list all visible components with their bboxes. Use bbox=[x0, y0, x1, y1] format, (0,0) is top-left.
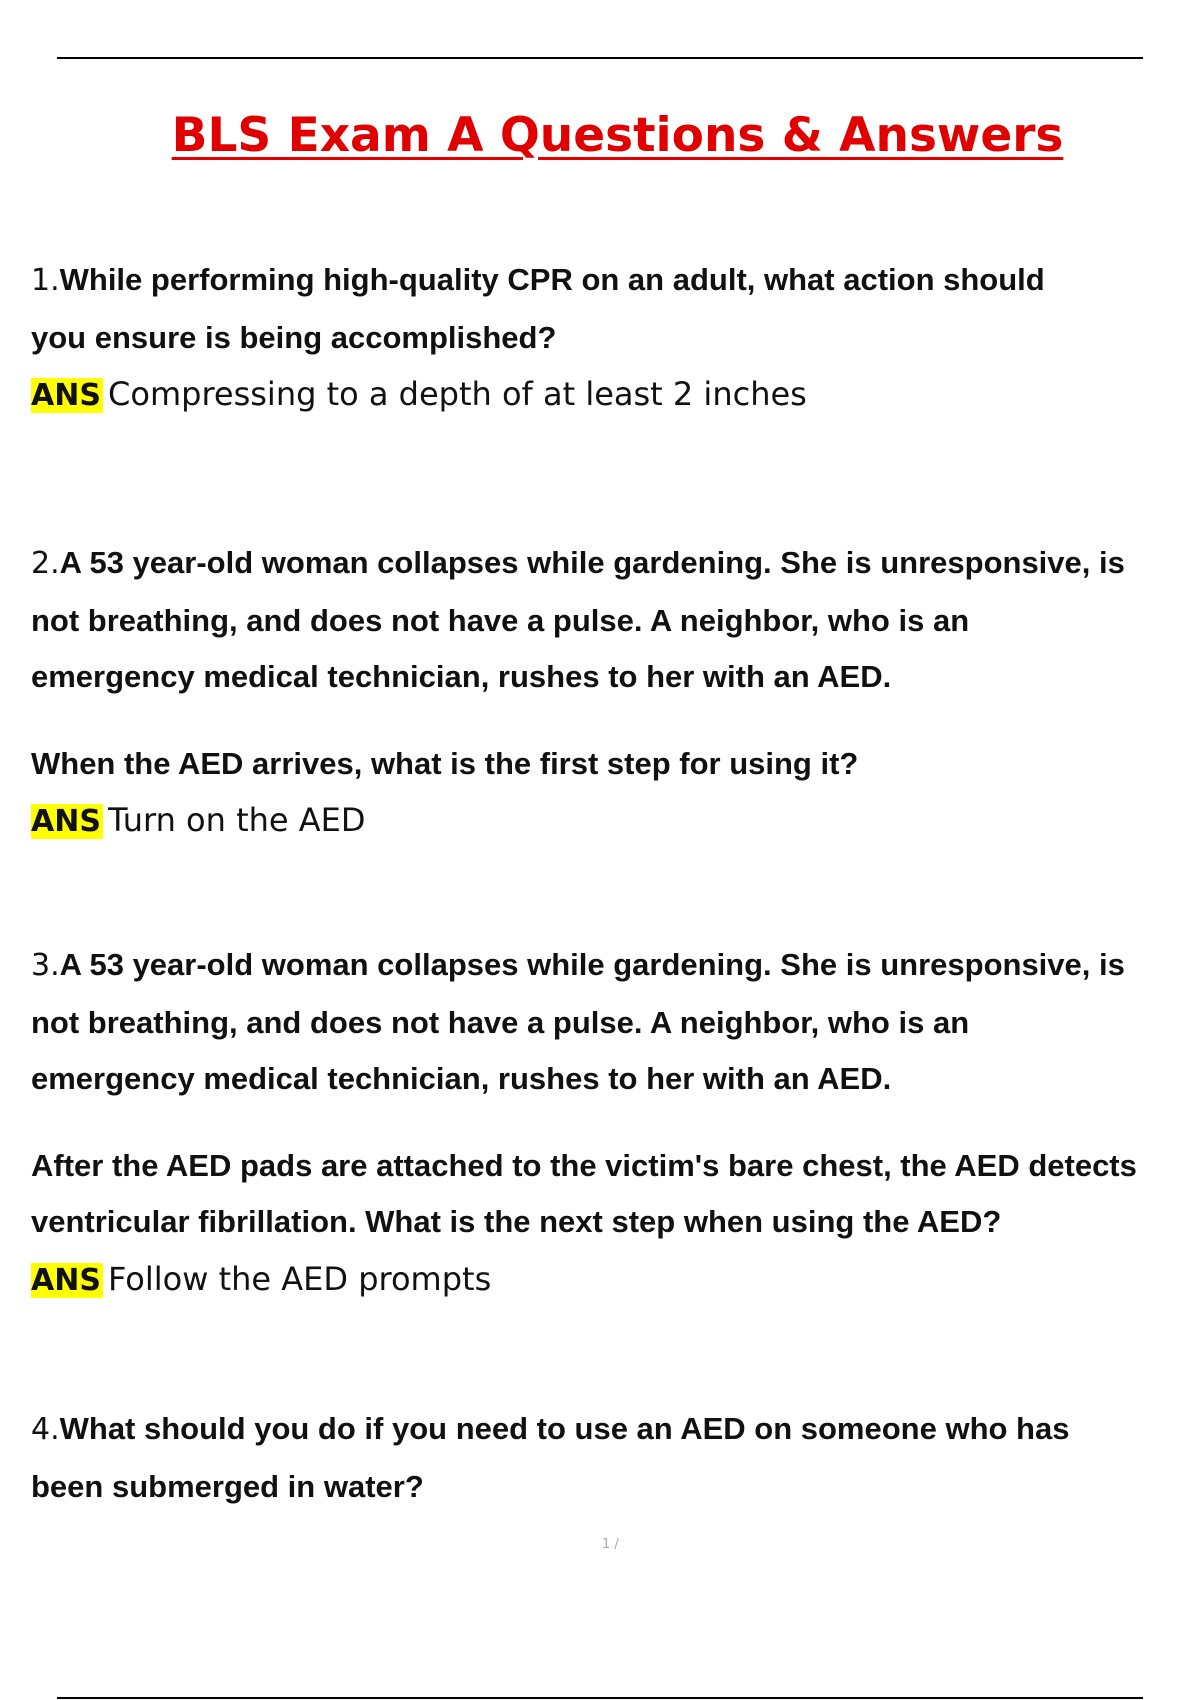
answer-tag: ANS bbox=[31, 1262, 101, 1298]
question-line bbox=[31, 1401, 1191, 1459]
question-line: emergency medical technician, rushes to her with an AED. bbox=[31, 1061, 892, 1096]
question-line: emergency medical technician, rushes to her with an AED. bbox=[31, 659, 892, 694]
question-block-2 bbox=[31, 535, 1191, 854]
question-number: 2. bbox=[31, 546, 60, 581]
page-number: 1 / bbox=[602, 1537, 619, 1552]
question-text: A 53 year-old woman collapses while gardening. She is unresponsive, is bbox=[59, 545, 1125, 580]
answer-text: Turn on the AED bbox=[108, 801, 366, 839]
question-number: 4. bbox=[31, 1412, 60, 1447]
question-number: 3. bbox=[31, 948, 60, 983]
question-block-4 bbox=[31, 1401, 1191, 1515]
followup-line: When the AED arrives, what is the first step for using it? bbox=[31, 745, 859, 781]
question-text: A 53 year-old woman collapses while gardening. She is unresponsive, is bbox=[59, 947, 1125, 982]
question-number: 1. bbox=[31, 263, 60, 298]
question-text: While performing high-quality CPR on an adult, what action should bbox=[59, 262, 1045, 297]
bottom-rule bbox=[57, 1697, 1143, 1699]
question-block-1 bbox=[31, 252, 1191, 428]
top-rule bbox=[57, 57, 1143, 59]
question-line bbox=[31, 252, 1191, 310]
answer-tag: ANS bbox=[31, 378, 101, 413]
question-line: been submerged in water? bbox=[31, 1468, 424, 1504]
question-text: What should you do if you need to use an AED on someone who has bbox=[59, 1411, 1070, 1446]
question-line: not breathing, and does not have a pulse. A neighbor, who is an bbox=[31, 602, 970, 638]
followup-line: After the AED pads are attached to the victim's bare chest, the AED detects bbox=[31, 1147, 1137, 1183]
answer-line bbox=[31, 1251, 1191, 1313]
question-line: you ensure is being accomplished? bbox=[31, 319, 557, 355]
answer-tag: ANS bbox=[31, 804, 101, 839]
page-title: BLS Exam A Questions & Answers bbox=[171, 108, 1064, 163]
answer-line bbox=[31, 366, 1191, 428]
answer-text: Compressing to a depth of at least 2 inches bbox=[108, 375, 807, 413]
answer-text: Follow the AED prompts bbox=[108, 1259, 492, 1298]
question-line bbox=[31, 937, 1191, 995]
followup-line: ventricular fibrillation. What is the next step when using the AED? bbox=[31, 1204, 1002, 1239]
question-line bbox=[31, 535, 1191, 593]
question-line: not breathing, and does not have a pulse. A neighbor, who is an bbox=[31, 1004, 970, 1040]
answer-line bbox=[31, 792, 1191, 854]
question-block-3 bbox=[31, 937, 1191, 1313]
